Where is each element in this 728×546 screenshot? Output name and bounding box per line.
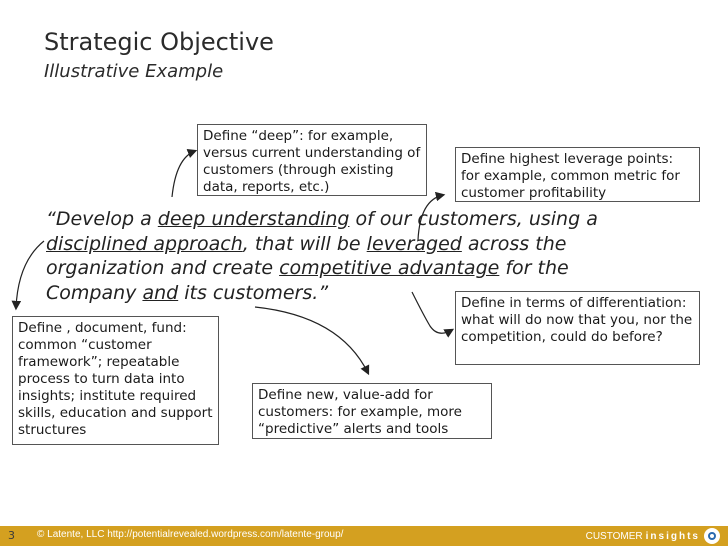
slide-title: Strategic Objective (44, 28, 274, 56)
quote-text: “Develop a (46, 208, 158, 230)
note-define-framework: Define , document, fund: common “customer framework”; repeatable process to turn data into insights; institute required skills, education and support structures (12, 316, 219, 445)
note-define-leverage-points: Define highest leverage points: for example, common metric for customer profitability (455, 147, 700, 202)
slide-subtitle: Illustrative Example (44, 61, 224, 82)
quote-text: its customers.” (178, 281, 329, 304)
page-number: 3 (8, 529, 15, 542)
quote-underline-disciplined-approach: disciplined approach (46, 232, 243, 255)
note-define-deep: Define “deep”: for example, versus current understanding of customers (through existing data, reports, etc.) (197, 124, 427, 196)
quote-text: across the organization and create (46, 232, 567, 279)
arrow-to-differentiation-note (412, 292, 452, 333)
footer-bar (0, 526, 728, 546)
note-define-value-add: Define new, value-add for customers: for example, more “predictive” alerts and tools (252, 383, 492, 439)
quote-underline-and: and (142, 281, 179, 304)
arrow-to-value-add-note (255, 307, 368, 373)
arrow-to-deep-note (172, 151, 195, 197)
logo-text-customer: CUSTOMER (585, 530, 643, 542)
quote-underline-deep-understanding: deep understanding (157, 208, 350, 230)
logo-circle-icon (704, 528, 720, 544)
copyright-text: © Latente, LLC http://potentialrevealed.wordpress.com/latente-group/ (37, 529, 344, 540)
quote-underline-competitive-advantage: competitive advantage (279, 257, 500, 279)
quote-text: , that will be (242, 232, 367, 255)
quote-underline-leveraged: leveraged (366, 232, 462, 255)
quote-text: of our customers, using a (349, 208, 598, 230)
quote-text: for the Company (46, 257, 569, 304)
logo-text-insights: insights (645, 530, 700, 542)
arrow-to-leverage-note (418, 195, 443, 240)
note-define-differentiation: Define in terms of differentiation: what will do now that you, nor the competition, could do before? (455, 291, 700, 365)
arrow-to-framework-note (16, 241, 44, 308)
customer-insights-logo (586, 527, 720, 545)
